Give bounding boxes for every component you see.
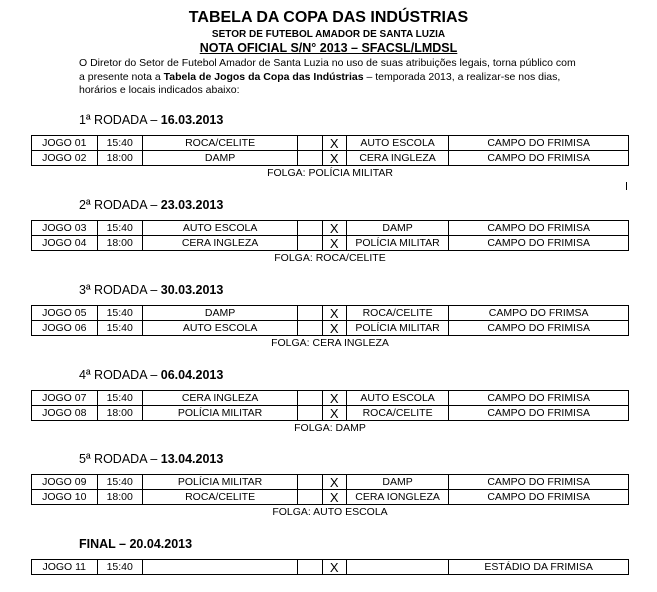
games-table xyxy=(31,559,629,575)
game-row xyxy=(32,490,629,505)
game-venue: CAMPO DO FRIMISA xyxy=(449,221,629,236)
document-title: TABELA DA COPA DAS INDÚSTRIAS xyxy=(188,9,469,26)
round-date: 23.03.2013 xyxy=(160,198,224,212)
home-team: CERA INGLEZA xyxy=(142,391,297,406)
game-venue: CAMPO DO FRIMISA xyxy=(449,321,629,336)
versus-mark: X xyxy=(322,490,346,505)
home-team: AUTO ESCOLA xyxy=(142,321,297,336)
home-team: AUTO ESCOLA xyxy=(142,221,297,236)
away-team: POLÍCIA MILITAR xyxy=(346,236,448,251)
game-number: JOGO 05 xyxy=(32,306,98,321)
versus-mark: X xyxy=(322,221,346,236)
versus-mark: X xyxy=(322,391,346,406)
bye-row xyxy=(32,166,629,181)
away-team: AUTO ESCOLA xyxy=(346,391,448,406)
round-heading xyxy=(79,537,192,551)
spacer-cell xyxy=(298,306,322,321)
game-venue: CAMPO DO FRIMSA xyxy=(449,306,629,321)
game-number: JOGO 08 xyxy=(32,406,98,421)
game-venue: CAMPO DO FRIMISA xyxy=(449,406,629,421)
versus-mark: X xyxy=(322,236,346,251)
game-time: 15:40 xyxy=(97,136,142,151)
bye-row xyxy=(32,421,629,436)
home-team: POLÍCIA MILITAR xyxy=(142,406,297,421)
game-row xyxy=(32,475,629,490)
game-time: 15:40 xyxy=(97,560,142,575)
game-number: JOGO 11 xyxy=(32,560,98,575)
home-team: ROCA/CELITE xyxy=(142,490,297,505)
away-team: CERA IONGLEZA xyxy=(346,490,448,505)
versus-mark: X xyxy=(322,151,346,166)
intro-text-2: – temporada 2013, a realizar-se nos dias, horários e locais indicados abaixo: xyxy=(79,70,561,96)
game-time: 15:40 xyxy=(97,475,142,490)
away-team: ROCA/CELITE xyxy=(346,306,448,321)
round-heading xyxy=(79,283,223,297)
round-date: 06.04.2013 xyxy=(160,368,224,382)
bye-team: FOLGA: ROCA/CELITE xyxy=(32,251,629,266)
away-team: DAMP xyxy=(346,221,448,236)
versus-mark: X xyxy=(322,136,346,151)
game-row xyxy=(32,136,629,151)
bye-team: FOLGA: DAMP xyxy=(32,421,629,436)
round-heading xyxy=(79,198,223,212)
game-time: 15:40 xyxy=(97,391,142,406)
game-time: 18:00 xyxy=(97,151,142,166)
home-team: DAMP xyxy=(142,306,297,321)
away-team xyxy=(346,560,448,575)
away-team: AUTO ESCOLA xyxy=(346,136,448,151)
game-venue: ESTÁDIO DA FRIMISA xyxy=(449,560,629,575)
spacer-cell xyxy=(298,490,322,505)
home-team: ROCA/CELITE xyxy=(142,136,297,151)
home-team xyxy=(142,560,297,575)
game-number: JOGO 09 xyxy=(32,475,98,490)
game-row xyxy=(32,306,629,321)
bye-row xyxy=(32,251,629,266)
game-number: JOGO 01 xyxy=(32,136,98,151)
round-label: 2ª RODADA – xyxy=(79,198,161,212)
game-time: 15:40 xyxy=(97,221,142,236)
home-team: DAMP xyxy=(142,151,297,166)
games-table xyxy=(31,220,629,265)
game-row xyxy=(32,406,629,421)
game-row xyxy=(32,321,629,336)
spacer-cell xyxy=(298,236,322,251)
versus-mark: X xyxy=(322,306,346,321)
game-row xyxy=(32,391,629,406)
versus-mark: X xyxy=(322,406,346,421)
round-heading xyxy=(79,113,223,127)
game-number: JOGO 02 xyxy=(32,151,98,166)
round-label: 4ª RODADA – xyxy=(79,368,161,382)
home-team: CERA INGLEZA xyxy=(142,236,297,251)
round-label: 1ª RODADA – xyxy=(79,113,161,127)
bye-row xyxy=(32,505,629,520)
game-venue: CAMPO DO FRIMISA xyxy=(449,391,629,406)
intro-text-bold: Tabela de Jogos da Copa das Indústrias xyxy=(163,70,364,83)
round-heading xyxy=(79,452,223,466)
game-time: 18:00 xyxy=(97,236,142,251)
bye-row xyxy=(32,336,629,351)
game-number: JOGO 04 xyxy=(32,236,98,251)
games-table xyxy=(31,390,629,435)
versus-mark: X xyxy=(322,475,346,490)
bye-team: FOLGA: POLÍCIA MILITAR xyxy=(32,166,629,181)
bye-team: FOLGA: AUTO ESCOLA xyxy=(32,505,629,520)
spacer-cell xyxy=(298,151,322,166)
game-venue: CAMPO DO FRIMISA xyxy=(449,490,629,505)
game-number: JOGO 07 xyxy=(32,391,98,406)
spacer-cell xyxy=(298,221,322,236)
game-venue: CAMPO DO FRIMISA xyxy=(449,236,629,251)
away-team: ROCA/CELITE xyxy=(346,406,448,421)
game-time: 18:00 xyxy=(97,406,142,421)
round-heading xyxy=(79,368,223,382)
games-table xyxy=(31,474,629,519)
game-row xyxy=(32,151,629,166)
round-label: 5ª RODADA – xyxy=(79,452,161,466)
away-team: POLÍCIA MILITAR xyxy=(346,321,448,336)
home-team: POLÍCIA MILITAR xyxy=(142,475,297,490)
game-time: 15:40 xyxy=(97,321,142,336)
round-label: FINAL – xyxy=(79,537,130,551)
spacer-cell xyxy=(298,475,322,490)
game-time: 15:40 xyxy=(97,306,142,321)
game-number: JOGO 06 xyxy=(32,321,98,336)
spacer-cell xyxy=(298,391,322,406)
game-row xyxy=(32,236,629,251)
nota-oficial-heading: NOTA OFICIAL S/N° 2013 – SFACSL/LMDSL xyxy=(199,41,458,55)
game-venue: CAMPO DO FRIMISA xyxy=(449,136,629,151)
document-subtitle: SETOR DE FUTEBOL AMADOR DE SANTA LUZIA xyxy=(211,29,446,40)
spacer-cell xyxy=(298,321,322,336)
spacer-cell xyxy=(298,136,322,151)
stray-mark xyxy=(626,182,627,190)
round-date: 20.04.2013 xyxy=(129,537,193,551)
game-venue: CAMPO DO FRIMISA xyxy=(449,151,629,166)
versus-mark: X xyxy=(322,321,346,336)
intro-paragraph xyxy=(79,57,584,98)
versus-mark: X xyxy=(322,560,346,575)
game-row xyxy=(32,560,629,575)
games-table xyxy=(31,135,629,180)
game-venue: CAMPO DO FRIMISA xyxy=(449,475,629,490)
games-table xyxy=(31,305,629,350)
intro-text-1: O Diretor do Setor de Futebol Amador de Santa Luzia no uso de suas atribuições legais, torna público com a presente nota a xyxy=(79,57,576,83)
round-date: 16.03.2013 xyxy=(160,113,224,127)
bye-team: FOLGA: CERA INGLEZA xyxy=(32,336,629,351)
round-date: 30.03.2013 xyxy=(160,283,224,297)
game-number: JOGO 03 xyxy=(32,221,98,236)
game-row xyxy=(32,221,629,236)
away-team: DAMP xyxy=(346,475,448,490)
spacer-cell xyxy=(298,406,322,421)
round-label: 3ª RODADA – xyxy=(79,283,161,297)
spacer-cell xyxy=(298,560,322,575)
game-time: 18:00 xyxy=(97,490,142,505)
round-date: 13.04.2013 xyxy=(160,452,224,466)
away-team: CERA INGLEZA xyxy=(346,151,448,166)
game-number: JOGO 10 xyxy=(32,490,98,505)
